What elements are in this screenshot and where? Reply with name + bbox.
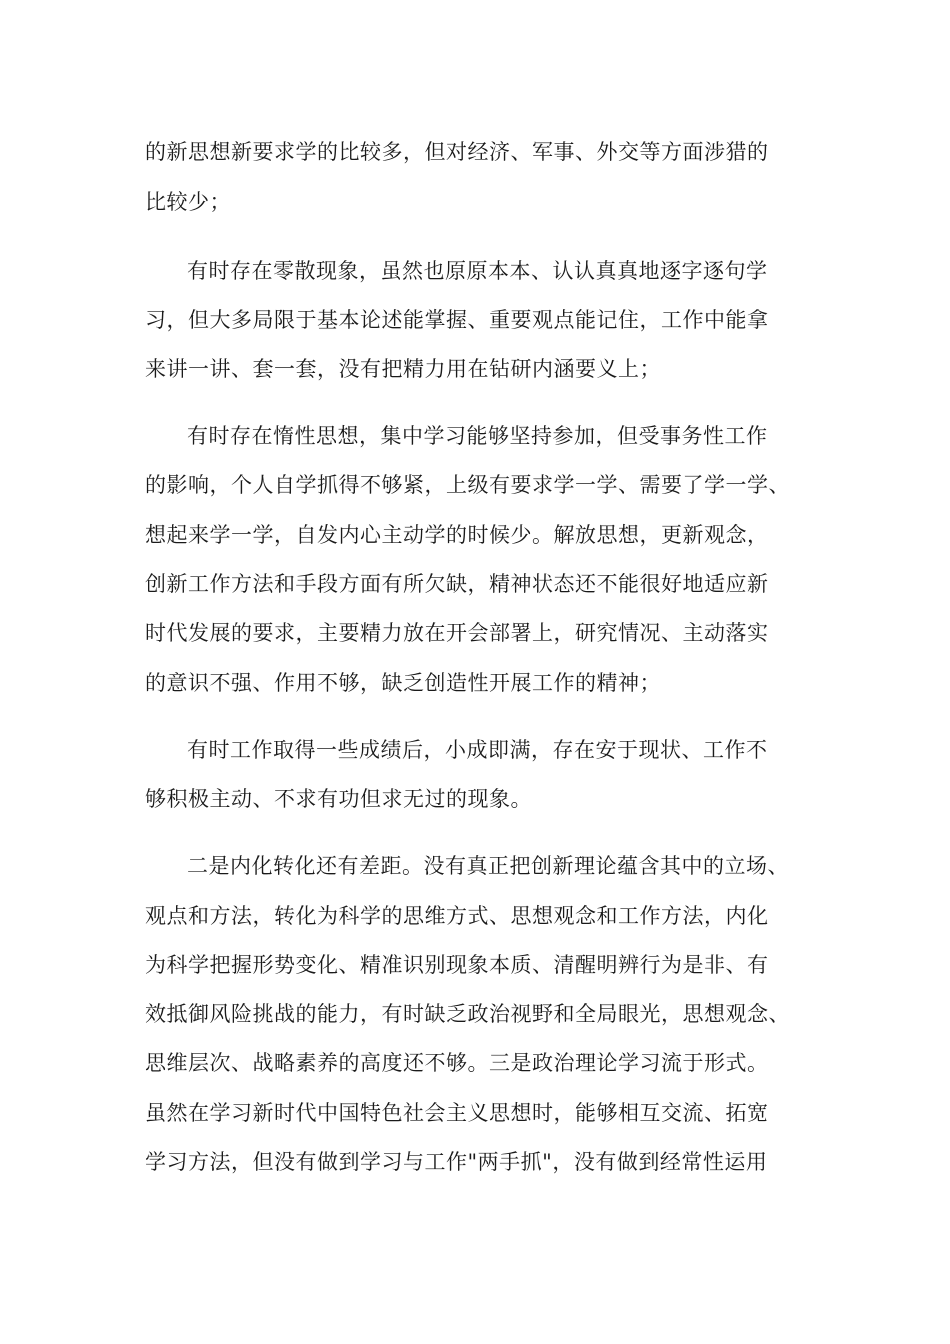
text-line: 来讲一讲、套一套，没有把精力用在钻研内涵要义上； <box>145 357 661 381</box>
paragraph-first-line: 有时存在零散现象，虽然也原原本本、认认真真地逐字逐句学 <box>187 259 768 283</box>
paragraph-first-line: 二是内化转化还有差距。没有真正把创新理论蕴含其中的立场、 <box>187 854 789 878</box>
text-line: 虽然在学习新时代中国特色社会主义思想时，能够相互交流、拓宽 <box>145 1101 769 1125</box>
text-line: 够积极主动、不求有功但求无过的现象。 <box>145 787 532 811</box>
text-line: 效抵御风险挑战的能力，有时缺乏政治视野和全局眼光，思想观念、 <box>145 1002 790 1026</box>
text-line: 习，但大多局限于基本论述能掌握、重要观点能记住，工作中能拿 <box>145 308 769 332</box>
text-line: 的新思想新要求学的比较多，但对经济、军事、外交等方面涉猎的 <box>145 140 769 164</box>
text-line: 创新工作方法和手段方面有所欠缺，精神状态还不能很好地适应新 <box>145 572 769 596</box>
text-line: 学习方法，但没有做到学习与工作"两手抓"，没有做到经常性运用 <box>145 1150 768 1174</box>
paragraph-first-line: 有时存在惰性思想，集中学习能够坚持参加，但受事务性工作 <box>187 424 768 448</box>
text-line: 时代发展的要求，主要精力放在开会部署上，研究情况、主动落实 <box>145 621 769 645</box>
text-line: 想起来学一学，自发内心主动学的时候少。解放思想，更新观念， <box>145 523 769 547</box>
text-line: 的影响，个人自学抓得不够紧，上级有要求学一学、需要了学一学、 <box>145 473 790 497</box>
text-line: 为科学把握形势变化、精准识别现象本质、清醒明辨行为是非、有 <box>145 953 769 977</box>
text-line: 观点和方法，转化为科学的思维方式、思想观念和工作方法，内化 <box>145 904 769 928</box>
text-line: 比较少； <box>145 190 231 214</box>
text-line: 的意识不强、作用不够，缺乏创造性开展工作的精神； <box>145 671 661 695</box>
text-line: 思维层次、战略素养的高度还不够。三是政治理论学习流于形式。 <box>145 1051 769 1075</box>
paragraph-first-line: 有时工作取得一些成绩后，小成即满，存在安于现状、工作不 <box>187 738 768 762</box>
